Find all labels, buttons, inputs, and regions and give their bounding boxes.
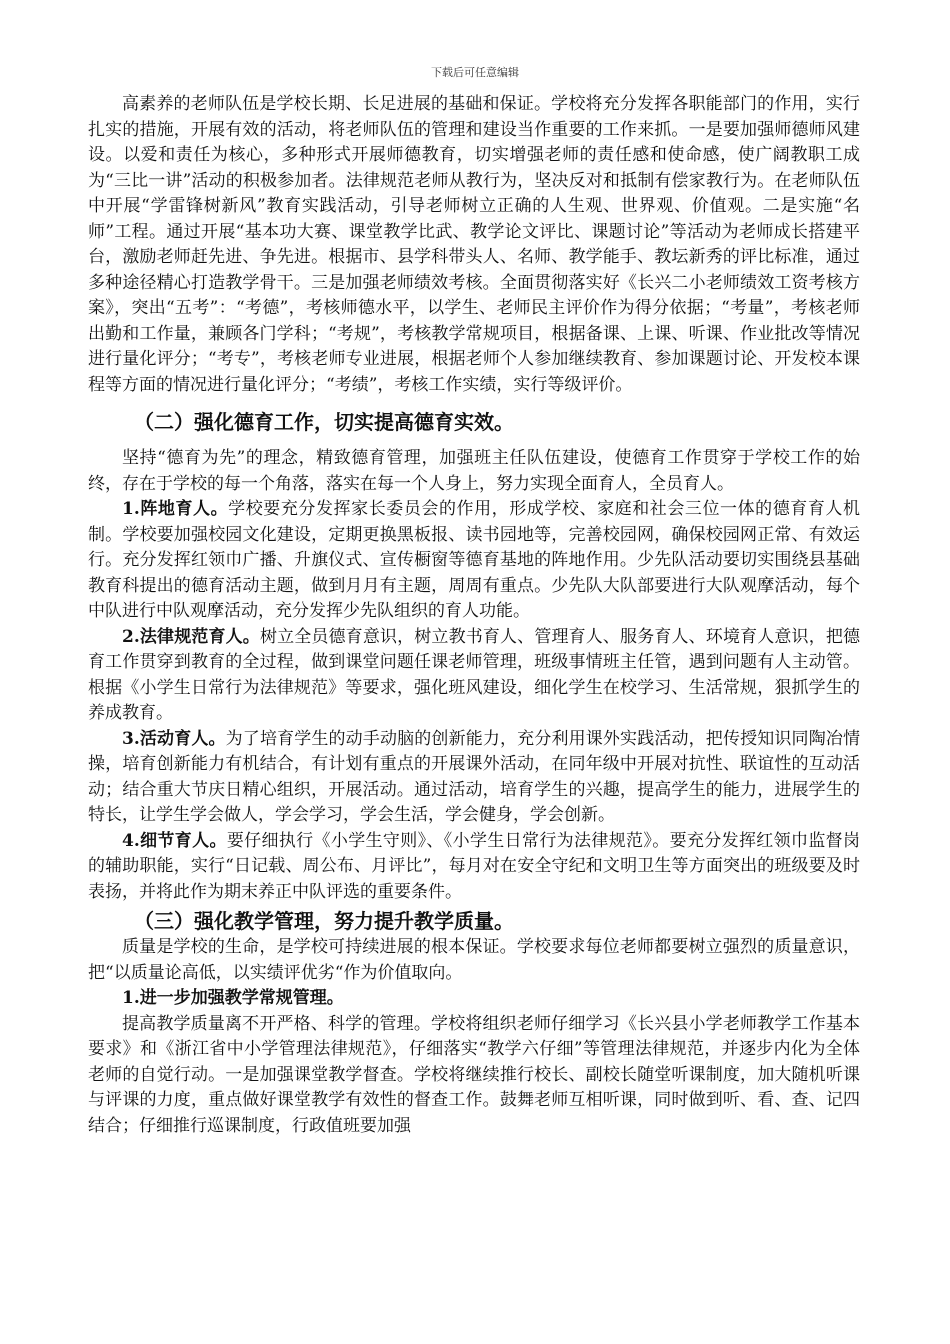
document-body bbox=[88, 92, 860, 1139]
item-title: 4.细节育人。 bbox=[122, 830, 227, 851]
list-item-moral-4 bbox=[88, 829, 860, 906]
item-body: 为了培育学生的动手动脑的创新能力，充分利用课外实践活动，把传授知识同陶冶情操，培育创新能力有机结合，有计划有重点的开展课外活动，在同年级中开展对抗性、联谊性的互动活动；结合重大节庆日精心组织，开展活动。通过活动，培育学生的兴趣，提高学生的能力，进展学生的特长，让学生学会做人，学会学习，学会生活，学会健身，学会创新。 bbox=[88, 728, 860, 825]
item-title: 1.进一步加强教学常规管理。 bbox=[122, 988, 344, 1008]
paragraph-quality-intro: 质量是学校的生命，是学校可持续进展的根本保证。学校要求每位老师都要树立强烈的质量意识，把“以质量论高低，以实绩评优劣“作为价值取向。 bbox=[88, 937, 860, 983]
list-item-quality-1 bbox=[88, 986, 860, 1012]
list-item-moral-3 bbox=[88, 727, 860, 829]
page-header-note: 下载后可任意编辑 bbox=[431, 66, 519, 79]
item-body: 树立全员德育意识，树立教书育人、管理育人、服务育人、环境育人意识，把德育工作贯穿到教育的全过程，做到课堂问题任课老师管理，班级事情班主任管，遇到问题有人主动管。根据《小学生日常行为法律规范》等要求，强化班风建设，细化学生在校学习、生活常规，狠抓学生的养成教育。 bbox=[88, 626, 860, 723]
item-body: 要仔细执行《小学生守则》、《小学生日常行为法律规范》。要充分发挥红领巾监督岗的辅助职能，实行“日记载、周公布、月评比”，每月对在安全守纪和文明卫生等方面突出的班级要及时表扬，并将此作为期末养正中队评选的重要条件。 bbox=[88, 830, 861, 902]
list-item-moral-2 bbox=[88, 625, 860, 727]
section-heading-moral-education: （二）强化德育工作，切实提高德育实效。 bbox=[134, 410, 514, 434]
list-item-moral-1 bbox=[88, 497, 860, 625]
section-heading-teaching-management: （三）强化教学管理，努力提升教学质量。 bbox=[134, 909, 514, 933]
item-title: 1.阵地育人。 bbox=[122, 499, 229, 519]
item-body: 学校要充分发挥家长委员会的作用，形成学校、家庭和社会三位一体的德育育人机制。学校要加强校园文化建设，定期更换黑板报、读书园地等，完善校园网，确保校园网正常、有效运行。充分发挥红领巾广播、升旗仪式、宣传橱窗等德育基地的阵地作用。少先队活动要切实围绕县基础教育科提出的德育活动主题，做到月月有主题，周周有重点。少先队大队部要进行大队观摩活动，每个中队进行中队观摩活动，充分发挥少先队组织的育人功能。 bbox=[88, 499, 861, 621]
paragraph-routine-management: 提高教学质量离不开严格、科学的管理。学校将组织老师仔细学习《长兴县小学老师教学工作基本要求》和《浙江省中小学管理法律规范》，仔细落实“教学六仔细”等管理法律规范，并逐步内化为全体老师的自觉行动。一是加强课堂教学督查。学校将继续推行校长、副校长随堂听课制度，加大随机听课与评课的力度，重点做好课堂教学有效性的督查工作。鼓舞老师互相听课，同时做到听、看、查、记四结合；仔细推行巡课制度，行政值班要加强 bbox=[88, 1013, 860, 1136]
paragraph-moral-intro: 坚持“德育为先”的理念，精致德育管理，加强班主任队伍建设，使德育工作贯穿于学校工作的始终，存在于学校的每一个角落，落实在每一个人身上，努力实现全面育人，全员育人。 bbox=[88, 448, 860, 494]
item-title: 3.活动育人。 bbox=[122, 728, 226, 749]
paragraph-teacher-team: 高素养的老师队伍是学校长期、长足进展的基础和保证。学校将充分发挥各职能部门的作用，实行扎实的措施，开展有效的活动，将老师队伍的管理和建设当作重要的工作来抓。一是要加强师德师风建设。以爱和责任为核心，多种形式开展师德教育，切实增强老师的责任感和使命感，使广阔教职工成为“三比一讲”活动的积极参加者。法律规范老师从教行为，坚决反对和抵制有偿家教行为。在老师队伍中开展“学雷锋树新风”教育实践活动，引导老师树立正确的人生观、世界观、价值观。二是实施“名师”工程。通过开展“基本功大赛、课堂教学比武、教学论文评比、课题讨论”等活动为老师成长搭建平台，激励老师赶先进、争先进。根据市、县学科带头人、名师、教学能手、教坛新秀的评比标准，通过多种途径精心打造教学骨干。三是加强老师绩效考核。全面贯彻落实好《长兴二小老师绩效工资考核方案》，突出“五考”：“考德”，考核师德水平，以学生、老师民主评价作为得分依据；“考量”，考核老师出勤和工作量，兼顾各门学科；“考规”，考核教学常规项目，根据备课、上课、听课、作业批改等情况进行量化评分；“考专”，考核老师专业进展，根据老师个人参加继续教育、参加课题讨论、开发校本课程等方面的情况进行量化评分；“考绩”，考核工作实绩，实行等级评价。 bbox=[88, 94, 860, 395]
item-title: 2.法律规范育人。 bbox=[122, 626, 260, 647]
